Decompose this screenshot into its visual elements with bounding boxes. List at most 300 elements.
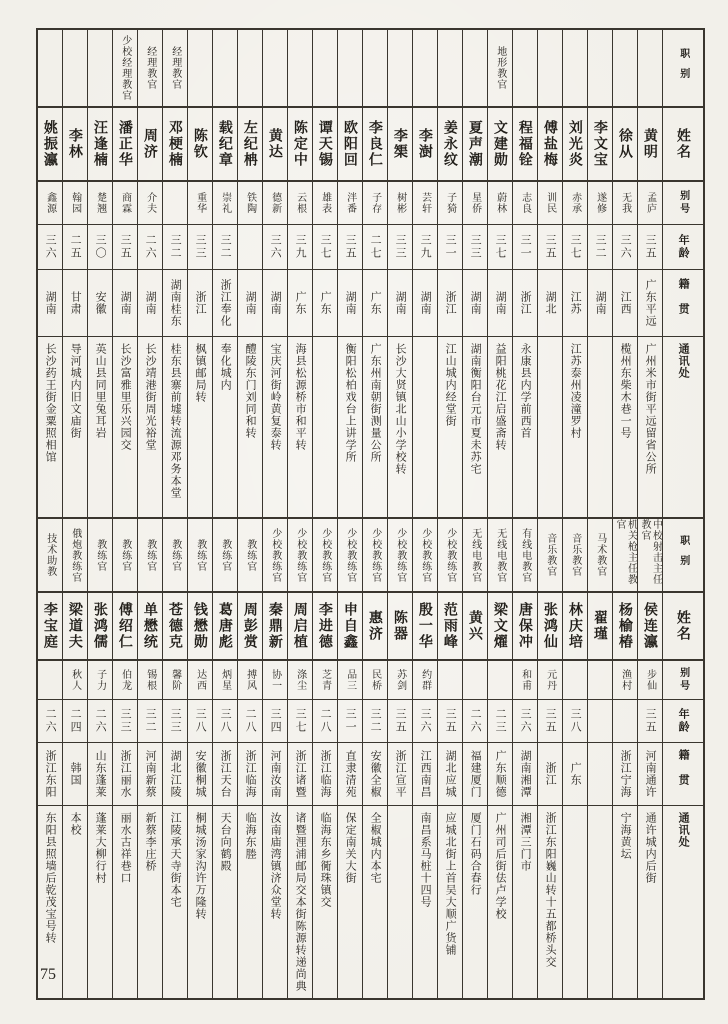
address-text: 湖南衡阳台元市夏未苏宅	[469, 343, 482, 475]
origin-cell	[188, 743, 212, 806]
role-text: 少校教练官	[344, 527, 356, 583]
alias-text: 训民	[544, 192, 556, 214]
origin-text: 浙江	[519, 291, 532, 315]
name-text: 徐从	[617, 128, 634, 160]
role-cell	[88, 519, 112, 593]
name-text: 傅盐梅	[542, 120, 559, 168]
address-cell	[563, 806, 587, 998]
origin-cell	[338, 270, 362, 337]
person-column	[587, 30, 612, 517]
address-text: 通许城内后街	[644, 812, 657, 884]
age-text: 三二	[144, 708, 157, 734]
age-cell	[538, 225, 562, 270]
role-cell	[263, 30, 287, 108]
origin-text: 湖南	[594, 291, 607, 315]
alias-cell	[463, 661, 487, 700]
person-column	[237, 30, 262, 517]
role-cell	[288, 519, 312, 593]
role-cell	[413, 30, 437, 108]
age-text: 三一	[444, 234, 457, 260]
address-cell	[113, 806, 137, 998]
alias-text: 子猗	[444, 192, 456, 214]
person-column	[287, 30, 312, 517]
origin-text: 湖南	[469, 291, 482, 315]
origin-cell	[363, 743, 387, 806]
address-text: 汝南庙湾镇济众堂转	[269, 812, 282, 920]
address-text: 东阳县照墙后乾茂宝号转	[44, 812, 57, 944]
name-cell	[363, 108, 387, 182]
header-name-label: 姓名	[675, 128, 692, 160]
alias-cell	[38, 661, 62, 700]
origin-text: 湖南	[394, 291, 407, 315]
role-text: 教练官	[244, 538, 256, 572]
age-cell	[88, 225, 112, 270]
role-cell	[113, 30, 137, 108]
address-cell	[138, 806, 162, 998]
alias-text: 和甫	[519, 669, 531, 691]
role-text: 俄炮教练官	[69, 527, 81, 583]
origin-text: 湖南湘潭	[519, 750, 532, 798]
origin-cell	[313, 270, 337, 337]
origin-cell	[238, 270, 262, 337]
origin-cell	[88, 270, 112, 337]
name-text: 谭天锡	[317, 120, 334, 168]
age-cell	[388, 700, 412, 743]
age-cell	[213, 225, 237, 270]
address-text: 广东州南朝街测量公所	[369, 343, 382, 463]
age-cell	[463, 225, 487, 270]
age-text: 三一	[344, 708, 357, 734]
origin-cell	[388, 270, 412, 337]
age-cell	[163, 700, 187, 743]
name-text: 秦鼎新	[267, 602, 284, 650]
name-cell	[63, 593, 87, 661]
header-name-cell	[663, 593, 703, 661]
age-text: 三九	[294, 234, 307, 260]
age-cell	[313, 225, 337, 270]
address-cell	[263, 806, 287, 998]
origin-cell	[563, 270, 587, 337]
name-cell	[588, 108, 612, 182]
header-address-cell	[663, 337, 703, 517]
origin-text: 浙江东阳	[44, 750, 57, 798]
name-text: 李良仁	[367, 120, 384, 168]
name-text: 惠济	[367, 610, 384, 642]
address-text: 醴陵东门刘同和转	[244, 343, 257, 439]
person-column	[337, 519, 362, 998]
person-column	[312, 30, 337, 517]
role-cell	[113, 519, 137, 593]
age-cell	[138, 225, 162, 270]
name-text: 申自鑫	[342, 602, 359, 650]
alias-text: 雄表	[319, 192, 331, 214]
origin-text: 河南通许	[644, 750, 657, 798]
origin-cell	[238, 743, 262, 806]
name-text: 周彭赏	[242, 602, 259, 650]
address-text: 海县松源桥市和平转	[294, 343, 307, 451]
address-cell	[238, 337, 262, 517]
person-column	[637, 30, 662, 517]
name-text: 左纪柟	[242, 120, 259, 168]
alias-text: 秋人	[69, 669, 81, 691]
person-column	[562, 30, 587, 517]
address-text: 永康县内学前西首	[519, 343, 532, 439]
header-role-label: 职别	[677, 535, 689, 575]
alias-cell	[513, 182, 537, 225]
name-text: 陈定中	[292, 120, 309, 168]
name-cell	[388, 593, 412, 661]
age-text: 三六	[419, 708, 432, 734]
name-text: 邓梗楠	[167, 120, 184, 168]
alias-cell	[388, 661, 412, 700]
alias-cell	[363, 182, 387, 225]
alias-text: 渔村	[619, 669, 631, 691]
age-text: 三六	[619, 234, 632, 260]
alias-cell	[88, 182, 112, 225]
age-text: 二六	[44, 708, 57, 734]
name-text: 黄明	[642, 128, 659, 160]
origin-text: 江苏	[569, 291, 582, 315]
age-text: 三六	[44, 234, 57, 260]
age-text: 二八	[319, 708, 332, 734]
address-text: 导河城内旧文庙街	[69, 343, 82, 439]
origin-cell	[263, 743, 287, 806]
origin-text: 浙江临海	[244, 750, 257, 798]
age-cell	[488, 225, 512, 270]
role-cell	[488, 519, 512, 593]
age-text: 二六	[469, 708, 482, 734]
address-cell	[388, 337, 412, 517]
origin-text: 浙江诸暨	[294, 750, 307, 798]
name-cell	[563, 593, 587, 661]
name-cell	[538, 593, 562, 661]
origin-text: 甘肃	[69, 291, 82, 315]
age-text: 三三	[394, 234, 407, 260]
name-cell	[413, 108, 437, 182]
name-cell	[638, 108, 662, 182]
role-cell	[138, 519, 162, 593]
age-cell	[638, 700, 662, 743]
person-column	[162, 519, 187, 998]
name-text: 梁道夫	[67, 602, 84, 650]
role-cell	[613, 30, 637, 108]
origin-cell	[438, 270, 462, 337]
alias-text: 锡根	[144, 669, 156, 691]
header-name-label: 姓名	[675, 610, 692, 642]
address-cell	[638, 806, 662, 998]
origin-text: 湖南	[119, 291, 132, 315]
name-text: 钱懋勋	[192, 602, 209, 650]
origin-text: 广东	[569, 762, 582, 786]
name-text: 潘正华	[117, 120, 134, 168]
role-text: 中校射击主任教官	[639, 519, 662, 585]
role-text: 少校教练官	[269, 527, 281, 583]
alias-cell	[613, 182, 637, 225]
origin-cell	[263, 270, 287, 337]
name-text: 侯连瀛	[642, 602, 659, 650]
alias-text: 子力	[94, 669, 106, 691]
age-text: 二六	[94, 708, 107, 734]
origin-cell	[538, 270, 562, 337]
age-cell	[38, 700, 62, 743]
alias-cell	[588, 182, 612, 225]
role-cell	[38, 519, 62, 593]
address-cell	[88, 337, 112, 517]
origin-cell	[63, 270, 87, 337]
header-alias-label: 别号	[677, 190, 689, 216]
origin-cell	[313, 743, 337, 806]
alias-text: 炳星	[219, 669, 231, 691]
origin-text: 湖南	[44, 291, 57, 315]
name-cell	[188, 108, 212, 182]
alias-cell	[113, 182, 137, 225]
age-text: 三六	[269, 234, 282, 260]
role-cell	[38, 30, 62, 108]
age-cell	[238, 700, 262, 743]
alias-cell	[563, 661, 587, 700]
origin-text: 浙江宁海	[619, 750, 632, 798]
address-text: 临海东乡衕珠镇交	[319, 812, 332, 908]
header-origin-label: 籍贯	[677, 749, 690, 799]
name-text: 李林	[67, 128, 84, 160]
name-cell	[163, 593, 187, 661]
header-address-label: 通讯处	[677, 812, 690, 848]
age-cell	[188, 700, 212, 743]
alias-text: 达西	[194, 669, 206, 691]
origin-text: 湖南	[494, 291, 507, 315]
age-text: 三八	[194, 708, 207, 734]
alias-cell	[538, 182, 562, 225]
age-cell	[538, 700, 562, 743]
name-cell	[38, 108, 62, 182]
name-text: 欧阳回	[342, 120, 359, 168]
role-cell	[588, 519, 612, 593]
alias-cell	[163, 661, 187, 700]
person-column	[512, 519, 537, 998]
alias-cell	[638, 661, 662, 700]
address-cell	[413, 337, 437, 517]
address-cell	[38, 337, 62, 517]
age-cell	[38, 225, 62, 270]
role-cell	[88, 30, 112, 108]
name-text: 李进德	[317, 602, 334, 650]
alias-cell	[313, 661, 337, 700]
age-cell	[488, 700, 512, 743]
alias-text: 遂修	[594, 192, 606, 214]
alias-cell	[38, 182, 62, 225]
address-text: 南昌系马桩十四号	[419, 812, 432, 908]
name-cell	[638, 593, 662, 661]
address-text: 丽水古祥巷口	[119, 812, 132, 884]
name-text: 林庆培	[567, 602, 584, 650]
age-cell	[338, 225, 362, 270]
address-cell	[488, 806, 512, 998]
age-cell	[263, 225, 287, 270]
age-cell	[513, 225, 537, 270]
age-text: 二七	[369, 234, 382, 260]
role-cell	[238, 519, 262, 593]
person-column	[262, 30, 287, 517]
address-cell	[613, 806, 637, 998]
name-cell	[513, 108, 537, 182]
alias-cell	[238, 661, 262, 700]
alias-cell	[213, 182, 237, 225]
role-cell	[513, 519, 537, 593]
name-cell	[563, 108, 587, 182]
origin-text: 广东	[294, 291, 307, 315]
origin-cell	[113, 743, 137, 806]
role-text: 马术教官	[594, 533, 606, 577]
name-text: 翟瑾	[592, 610, 609, 642]
origin-text: 湖北	[544, 291, 557, 315]
alias-text: 崇礼	[219, 192, 231, 214]
role-cell	[488, 30, 512, 108]
name-cell	[488, 593, 512, 661]
name-cell	[588, 593, 612, 661]
alias-text: 商霖	[119, 192, 131, 214]
roster-table-top	[36, 28, 705, 519]
address-text: 本校	[69, 812, 82, 836]
role-cell	[563, 519, 587, 593]
alias-text: 翰园	[69, 192, 81, 214]
age-cell	[113, 700, 137, 743]
origin-text: 河南新蔡	[144, 750, 157, 798]
role-cell	[438, 30, 462, 108]
name-text: 葛唐彪	[217, 602, 234, 650]
origin-text: 江西	[619, 291, 632, 315]
origin-cell	[613, 270, 637, 337]
address-text: 衡阳松柏戏台上讲学所	[344, 343, 357, 463]
role-text: 少校教练官	[444, 527, 456, 583]
role-text: 教练官	[144, 538, 156, 572]
name-cell	[138, 108, 162, 182]
age-text: 三五	[344, 234, 357, 260]
role-cell	[188, 519, 212, 593]
header-age-cell	[663, 225, 703, 270]
address-text: 枫镇邮局转	[194, 343, 207, 403]
role-text: 音乐教官	[544, 533, 556, 577]
person-column	[512, 30, 537, 517]
address-cell	[263, 337, 287, 517]
name-cell	[613, 593, 637, 661]
origin-text: 湖南桂东	[169, 279, 182, 327]
origin-text: 广东	[369, 291, 382, 315]
age-cell	[288, 700, 312, 743]
name-cell	[213, 593, 237, 661]
role-text: 少校教练官	[369, 527, 381, 583]
role-cell	[63, 30, 87, 108]
name-cell	[263, 593, 287, 661]
alias-cell	[563, 182, 587, 225]
address-cell	[438, 337, 462, 517]
alias-cell	[388, 182, 412, 225]
address-text: 桐城汤家沟许万隆转	[194, 812, 207, 920]
role-cell	[538, 30, 562, 108]
role-cell	[263, 519, 287, 593]
address-text: 临海东塍	[244, 812, 257, 860]
age-cell	[388, 225, 412, 270]
name-cell	[463, 108, 487, 182]
header-address-cell	[663, 806, 703, 998]
person-column	[212, 519, 237, 998]
address-cell	[113, 337, 137, 517]
age-cell	[588, 225, 612, 270]
age-text: 二六	[144, 234, 157, 260]
role-cell	[363, 30, 387, 108]
age-text: 二八	[244, 708, 257, 734]
age-text: 三七	[294, 708, 307, 734]
origin-text: 浙江临海	[319, 750, 332, 798]
alias-cell	[88, 661, 112, 700]
address-text: 厦门石码合春行	[469, 812, 482, 896]
address-text: 诸暨浬浦邮局交本街陈源转递尚典	[294, 812, 307, 992]
name-cell	[213, 108, 237, 182]
name-text: 周启植	[292, 602, 309, 650]
age-text: 三五	[544, 234, 557, 260]
alias-cell	[513, 661, 537, 700]
name-cell	[113, 108, 137, 182]
header-origin-cell	[663, 743, 703, 806]
address-cell	[363, 806, 387, 998]
age-cell	[313, 700, 337, 743]
role-cell	[388, 30, 412, 108]
alias-cell	[138, 661, 162, 700]
name-cell	[338, 108, 362, 182]
age-cell	[363, 700, 387, 743]
origin-text: 湖北应城	[444, 750, 457, 798]
age-cell	[113, 225, 137, 270]
address-text: 全椒城内本宅	[369, 812, 382, 884]
person-column	[212, 30, 237, 517]
roster-table-bottom	[36, 519, 705, 1000]
origin-cell	[113, 270, 137, 337]
origin-cell	[163, 743, 187, 806]
origin-cell	[463, 743, 487, 806]
alias-cell	[213, 661, 237, 700]
address-cell	[538, 337, 562, 517]
name-cell	[438, 108, 462, 182]
person-column	[38, 30, 62, 517]
alias-cell	[538, 661, 562, 700]
age-text: 三五	[544, 708, 557, 734]
address-cell	[338, 337, 362, 517]
person-column	[462, 519, 487, 998]
age-cell	[288, 225, 312, 270]
role-cell	[163, 30, 187, 108]
address-text: 江苏泰州凌潼罗村	[569, 343, 582, 439]
address-cell	[313, 337, 337, 517]
name-cell	[488, 108, 512, 182]
name-text: 李榘	[392, 128, 409, 160]
person-column	[637, 519, 662, 998]
address-cell	[63, 806, 87, 998]
name-cell	[388, 108, 412, 182]
name-cell	[513, 593, 537, 661]
name-text: 载纪章	[217, 120, 234, 168]
page-number: 75	[40, 966, 56, 983]
origin-text: 韩国	[69, 762, 82, 786]
alias-cell	[313, 182, 337, 225]
origin-text: 湖南	[344, 291, 357, 315]
role-text: 少校教练官	[294, 527, 306, 583]
origin-text: 浙江天台	[219, 750, 232, 798]
person-column	[87, 519, 112, 998]
alias-text: 元丹	[544, 669, 556, 691]
age-cell	[363, 225, 387, 270]
person-column	[137, 519, 162, 998]
role-cell	[563, 30, 587, 108]
origin-cell	[338, 743, 362, 806]
